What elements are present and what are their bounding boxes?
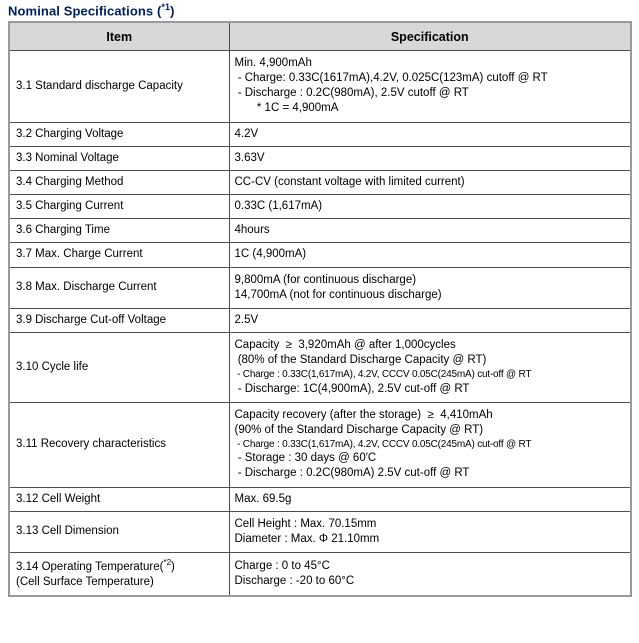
specification-line: - Charge: 0.33C(1617mA),4.2V, 0.025C(123mA) cutoff @ RT bbox=[234, 72, 548, 84]
column-header-specification: Specification bbox=[229, 22, 631, 50]
specification-cell bbox=[229, 402, 631, 487]
specification-cell bbox=[229, 267, 631, 308]
specification-line: Min. 4,900mAh bbox=[234, 56, 312, 69]
specification-line: (90% of the Standard Discharge Capacity @ RT) bbox=[234, 423, 484, 436]
table-row bbox=[9, 333, 631, 403]
specification-line: 3.63V bbox=[234, 151, 265, 164]
specification-line: - Charge : 0.33C(1,617mA), 4.2V, CCCV 0.05C(245mA) cut-off @ RT bbox=[234, 369, 532, 381]
table-body bbox=[9, 50, 631, 596]
item-line bbox=[16, 280, 224, 295]
item-text: 3.5 Charging Current bbox=[16, 200, 124, 213]
item-cell bbox=[9, 308, 229, 332]
table-row bbox=[9, 195, 631, 219]
item-cell bbox=[9, 487, 229, 511]
item-cell bbox=[9, 122, 229, 146]
item-text: 3.1 Standard discharge Capacity bbox=[16, 79, 183, 92]
specification-line: Capacity recovery (after the storage) ≥ 4,410mAh bbox=[234, 408, 493, 421]
item-text: 3.9 Discharge Cut-off Voltage bbox=[16, 313, 167, 326]
specification-line: 14,700mA (not for continuous discharge) bbox=[234, 288, 442, 301]
item-line bbox=[16, 437, 224, 452]
item-cell bbox=[9, 553, 229, 597]
specification-line: 0.33C (1,617mA) bbox=[234, 200, 323, 213]
specification-line: - Charge : 0.33C(1,617mA), 4.2V, CCCV 0.05C(245mA) cut-off @ RT bbox=[234, 439, 532, 451]
item-line bbox=[16, 127, 224, 142]
item-line bbox=[16, 223, 224, 238]
specification-line: 4hours bbox=[234, 224, 270, 237]
table-row bbox=[9, 267, 631, 308]
item-line bbox=[16, 151, 224, 166]
item-superscript: *2 bbox=[163, 558, 172, 568]
specification-cell bbox=[229, 122, 631, 146]
item-line bbox=[16, 247, 224, 262]
item-text: ) bbox=[171, 560, 175, 573]
item-line bbox=[16, 360, 224, 375]
item-line bbox=[16, 524, 224, 539]
item-text: 3.11 Recovery characteristics bbox=[16, 438, 166, 451]
specification-line: - Discharge : 0.2C(980mA), 2.5V cutoff @ RT bbox=[234, 87, 469, 100]
specification-line: - Storage : 30 days @ 60′C bbox=[234, 452, 377, 465]
item-cell bbox=[9, 170, 229, 194]
table-row bbox=[9, 487, 631, 511]
table-header bbox=[9, 22, 631, 50]
column-header-item: Item bbox=[9, 22, 229, 50]
specification-line: 4.2V bbox=[234, 127, 259, 140]
table-row bbox=[9, 170, 631, 194]
table-row bbox=[9, 553, 631, 597]
specification-cell bbox=[229, 333, 631, 403]
item-text: 3.6 Charging Time bbox=[16, 224, 110, 237]
item-cell bbox=[9, 333, 229, 403]
nominal-specifications-table bbox=[8, 21, 632, 597]
specification-line: 9,800mA (for continuous discharge) bbox=[234, 273, 417, 286]
specification-cell bbox=[229, 219, 631, 243]
item-line bbox=[16, 575, 224, 590]
specification-line: * 1C = 4,900mA bbox=[234, 102, 339, 115]
specification-line: Discharge : -20 to 60°C bbox=[234, 575, 355, 588]
specification-cell bbox=[229, 146, 631, 170]
specification-cell bbox=[229, 243, 631, 267]
specification-line: - Discharge : 0.2C(980mA) 2.5V cut-off @ RT bbox=[234, 467, 470, 480]
page-title-close: ) bbox=[170, 3, 175, 19]
specification-line: (80% of the Standard Discharge Capacity @ RT) bbox=[234, 354, 487, 367]
specification-line: CC-CV (constant voltage with limited current) bbox=[234, 175, 465, 188]
page-title-text: Nominal Specifications ( bbox=[8, 3, 162, 19]
item-cell bbox=[9, 219, 229, 243]
specification-line: Diameter : Max. Φ 21.10mm bbox=[234, 532, 380, 545]
item-cell bbox=[9, 267, 229, 308]
item-text: 3.7 Max. Charge Current bbox=[16, 248, 143, 261]
item-text: 3.4 Charging Method bbox=[16, 175, 124, 188]
item-line bbox=[16, 313, 224, 328]
item-text: 3.8 Max. Discharge Current bbox=[16, 281, 157, 294]
specification-cell bbox=[229, 511, 631, 552]
item-line bbox=[16, 492, 224, 507]
specification-line: 1C (4,900mA) bbox=[234, 248, 307, 261]
item-text: 3.10 Cycle life bbox=[16, 360, 89, 373]
specification-line: Max. 69.5g bbox=[234, 492, 292, 505]
table-row bbox=[9, 511, 631, 552]
page-title bbox=[8, 2, 632, 18]
specification-line: - Discharge: 1C(4,900mA), 2.5V cut-off @ RT bbox=[234, 382, 470, 395]
specification-cell bbox=[229, 50, 631, 122]
item-line bbox=[16, 558, 224, 575]
header-row bbox=[9, 22, 631, 50]
specification-cell bbox=[229, 170, 631, 194]
item-cell bbox=[9, 50, 229, 122]
item-cell bbox=[9, 195, 229, 219]
item-line bbox=[16, 199, 224, 214]
item-text: (Cell Surface Temperature) bbox=[16, 576, 154, 589]
item-text: 3.12 Cell Weight bbox=[16, 492, 101, 505]
specification-cell bbox=[229, 195, 631, 219]
specification-cell bbox=[229, 487, 631, 511]
table-row bbox=[9, 219, 631, 243]
table-row bbox=[9, 122, 631, 146]
item-text: 3.2 Charging Voltage bbox=[16, 127, 124, 140]
table-row bbox=[9, 243, 631, 267]
table-row bbox=[9, 146, 631, 170]
item-text: 3.3 Nominal Voltage bbox=[16, 151, 119, 164]
table-row bbox=[9, 50, 631, 122]
item-cell bbox=[9, 511, 229, 552]
item-line bbox=[16, 175, 224, 190]
specification-cell bbox=[229, 308, 631, 332]
page-title-superscript: *1 bbox=[161, 2, 171, 12]
table-row bbox=[9, 402, 631, 487]
specification-line: Cell Height : Max. 70.15mm bbox=[234, 517, 377, 530]
item-text: 3.13 Cell Dimension bbox=[16, 525, 119, 538]
item-text: 3.14 Operating Temperature( bbox=[16, 560, 164, 573]
item-cell bbox=[9, 146, 229, 170]
specification-line: Charge : 0 to 45°C bbox=[234, 560, 330, 573]
item-cell bbox=[9, 402, 229, 487]
item-line bbox=[16, 79, 224, 94]
table-row bbox=[9, 308, 631, 332]
item-cell bbox=[9, 243, 229, 267]
specification-line: Capacity ≥ 3,920mAh @ after 1,000cycles bbox=[234, 339, 456, 352]
specification-line: 2.5V bbox=[234, 313, 259, 326]
specification-cell bbox=[229, 553, 631, 597]
